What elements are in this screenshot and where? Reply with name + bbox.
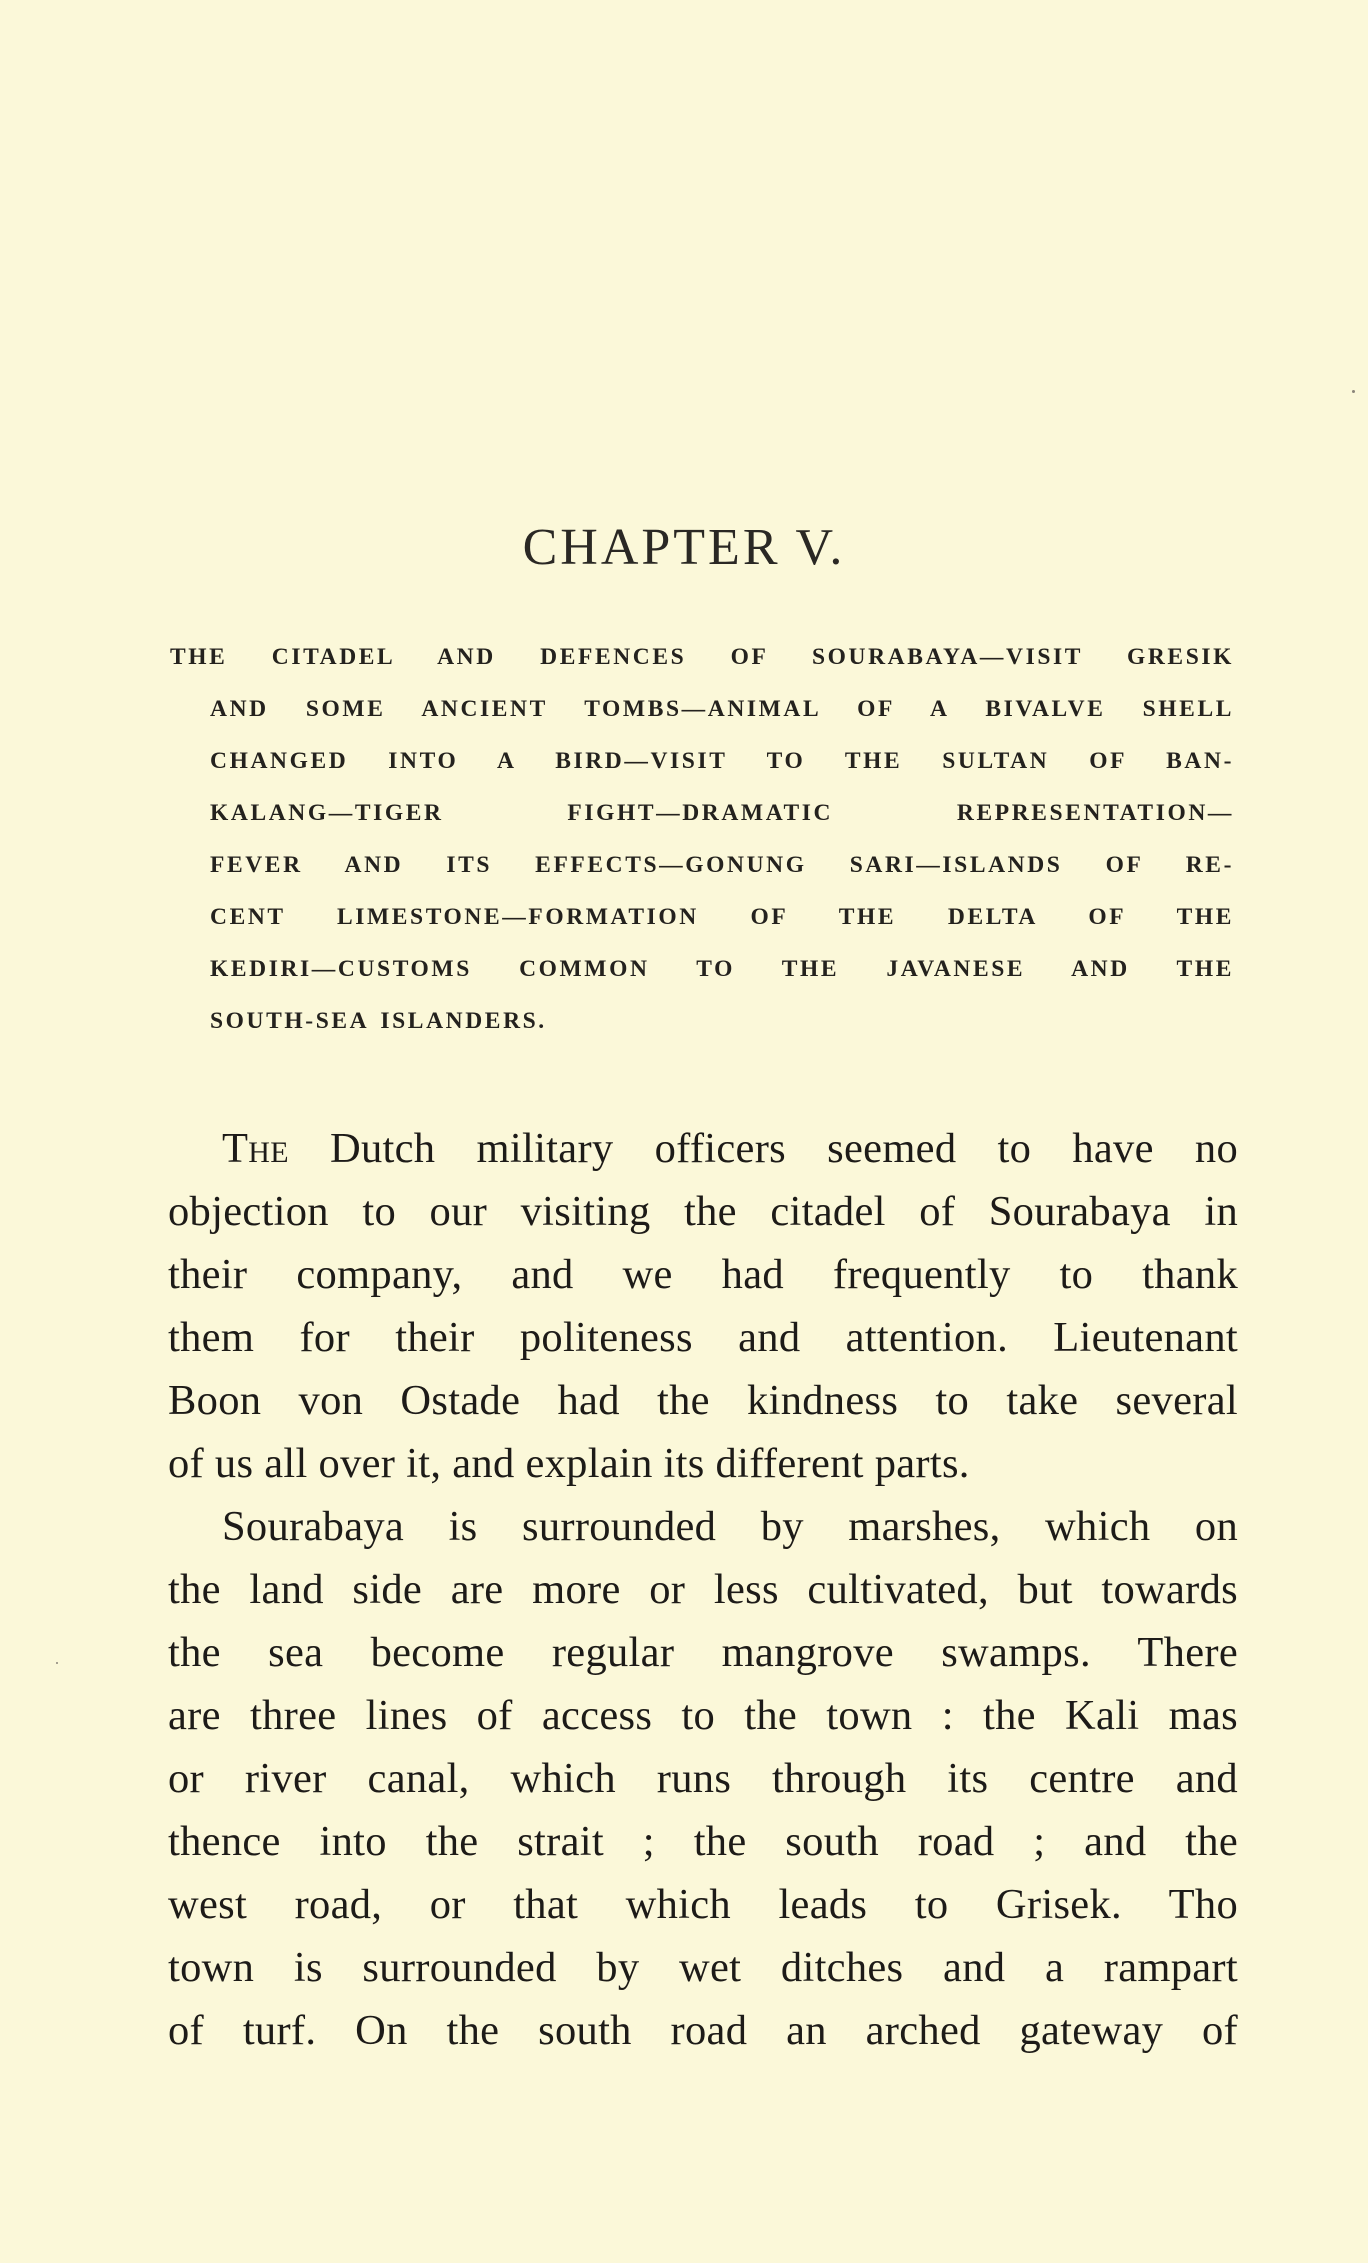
paper-speck [56, 1662, 58, 1664]
summary-line: THE CITADEL AND DEFENCES OF SOURABAYA—VISIT GRESIK [170, 644, 1234, 670]
body-line [222, 1124, 1238, 1173]
body-line: are three lines of access to the town : the Kali mas [168, 1692, 1238, 1739]
summary-line: CENT LIMESTONE—FORMATION OF THE DELTA OF THE [210, 904, 1234, 930]
body-line: thence into the strait ; the south road ; and the [168, 1818, 1238, 1865]
body-line: of us all over it, and explain its different parts. [168, 1440, 970, 1487]
body-line: Boon von Ostade had the kindness to take several [168, 1377, 1238, 1424]
body-line: the sea become regular mangrove swamps. There [168, 1629, 1238, 1676]
body-line: of turf. On the south road an arched gateway of [168, 2007, 1238, 2054]
body-line: objection to our visiting the citadel of Sourabaya in [168, 1188, 1238, 1235]
summary-line: CHANGED INTO A BIRD—VISIT TO THE SULTAN OF BAN- [210, 748, 1234, 774]
paper-speck [1352, 390, 1355, 393]
summary-line: AND SOME ANCIENT TOMBS—ANIMAL OF A BIVALVE SHELL [210, 696, 1234, 722]
summary-line: SOUTH-SEA ISLANDERS. [210, 1008, 547, 1034]
body-line: their company, and we had frequently to thank [168, 1251, 1238, 1298]
chapter-heading: CHAPTER V. [522, 519, 846, 576]
body-line: them for their politeness and attention. Lieutenant [168, 1314, 1238, 1361]
opening-word: The [222, 1125, 289, 1172]
body-line: town is surrounded by wet ditches and a rampart [168, 1944, 1238, 1991]
body-line: the land side are more or less cultivated, but towards [168, 1566, 1238, 1613]
body-line: Sourabaya is surrounded by marshes, which on [222, 1503, 1238, 1550]
summary-line: KALANG—TIGER FIGHT—DRAMATIC REPRESENTATION— [210, 800, 1234, 826]
body-line: west road, or that which leads to Grisek. Tho [168, 1881, 1238, 1928]
summary-line: KEDIRI—CUSTOMS COMMON TO THE JAVANESE AND THE [210, 956, 1234, 982]
summary-line: FEVER AND ITS EFFECTS—GONUNG SARI—ISLANDS OF RE- [210, 852, 1234, 878]
body-line-text: Dutch military officers seemed to have no [288, 1125, 1238, 1172]
body-line: or river canal, which runs through its centre and [168, 1755, 1238, 1802]
